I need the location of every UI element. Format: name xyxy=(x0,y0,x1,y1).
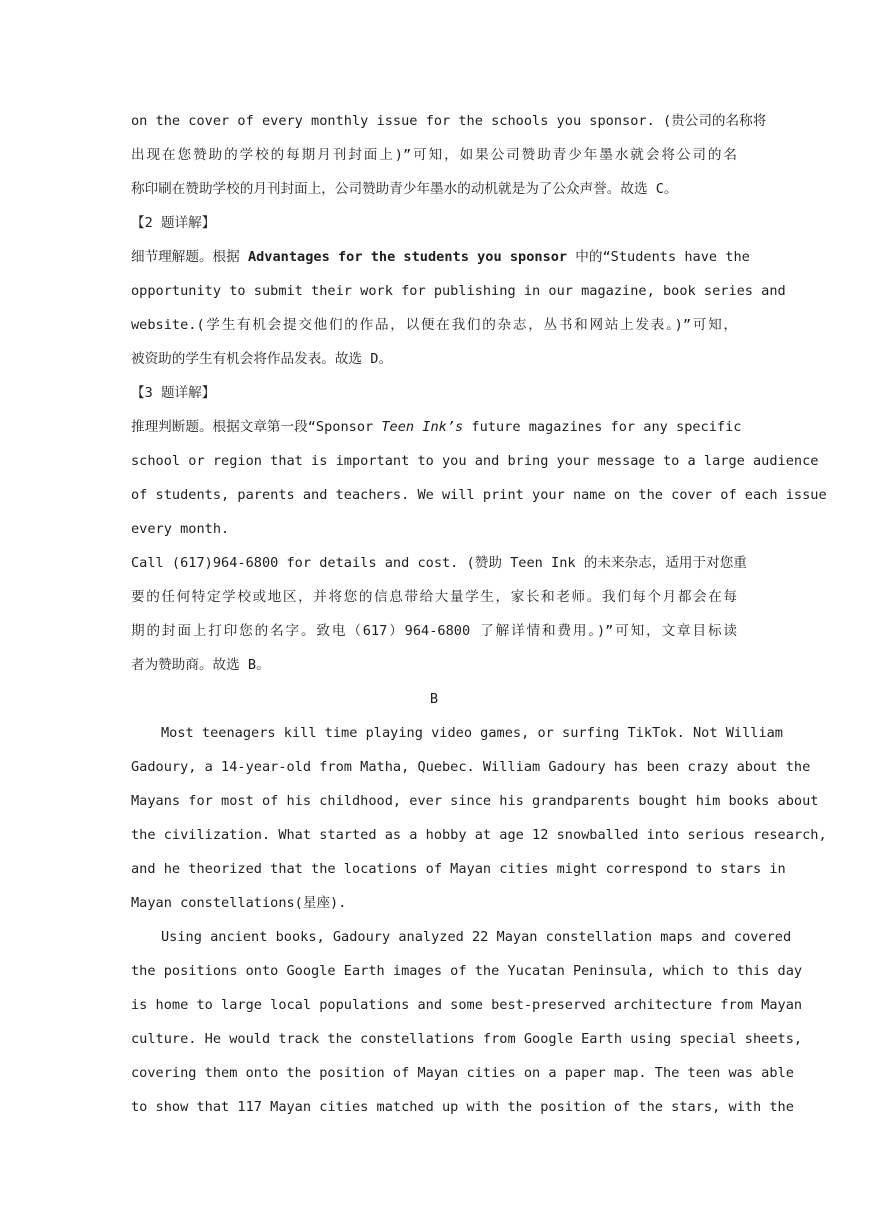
document-page xyxy=(131,104,827,1124)
text-span: 推理判断题。根据文章第一段“Sponsor xyxy=(131,419,382,435)
text-line: website.(学生有机会提交他们的作品，以便在我们的杂志，丛书和网站上发表。)”可知， xyxy=(131,317,737,333)
section-b-paragraph-2 xyxy=(131,920,803,1124)
italic-title: Teen Ink’s xyxy=(381,419,464,435)
text-line: Most teenagers kill time playing video games, or surfing TikTok. Not William xyxy=(161,725,783,741)
text-line xyxy=(131,410,742,444)
q3-explanation xyxy=(131,410,827,682)
text-line: Mayan constellations(星座). xyxy=(131,895,347,911)
text-line: opportunity to submit their work for publishing in our magazine, book series and xyxy=(131,283,786,299)
text-line xyxy=(131,240,750,274)
text-span: 细节理解题。根据 xyxy=(131,249,248,265)
text-line: 称印刷在赞助学校的月刊封面上，公司赞助青少年墨水的动机就是为了公众声誉。故选 C。 xyxy=(131,181,678,197)
text-line: 要的任何特定学校或地区，并将您的信息带给大量学生，家长和老师。我们每个月都会在每 xyxy=(131,589,737,605)
text-line: Call (617)964-6800 for details and cost. (赞助 Teen Ink 的未来杂志，适用于对您重 xyxy=(131,555,747,571)
text-line: Gadoury, a 14-year-old from Matha, Quebec. William Gadoury has been crazy about the xyxy=(131,759,811,775)
text-line: Mayans for most of his childhood, ever since his grandparents bought him books about xyxy=(131,793,819,809)
text-line: every month. xyxy=(131,521,230,537)
text-line: Using ancient books, Gadoury analyzed 22 Mayan constellation maps and covered xyxy=(161,929,792,945)
text-line: on the cover of every monthly issue for the schools you sponsor. (贵公司的名称将 xyxy=(131,113,767,129)
q2-explanation xyxy=(131,240,786,376)
text-line: and he theorized that the locations of Mayan cities might correspond to stars in xyxy=(131,861,786,877)
text-line: the civilization. What started as a hobby at age 12 snowballed into serious research, xyxy=(131,827,827,843)
text-line: covering them onto the position of Mayan cities on a paper map. The teen was able xyxy=(131,1065,794,1081)
text-line: is home to large local populations and some best-preserved architecture from Mayan xyxy=(131,997,803,1013)
text-line: the positions onto Google Earth images of the Yucatan Peninsula, which to this day xyxy=(131,963,803,979)
section-b-paragraph-1 xyxy=(131,716,827,920)
text-span: 中的“Students have the xyxy=(567,249,750,265)
text-line: of students, parents and teachers. We will print your name on the cover of each issue xyxy=(131,487,827,503)
section-b-heading: B xyxy=(429,691,439,707)
text-line: 被资助的学生有机会将作品发表。故选 D。 xyxy=(131,351,393,367)
text-span: future magazines for any specific xyxy=(463,419,742,435)
q1-explanation xyxy=(131,104,767,206)
q2-heading: 【2 题详解】 xyxy=(131,215,216,231)
text-line: 者为赞助商。故选 B。 xyxy=(131,657,270,673)
text-line: to show that 117 Mayan cities matched up with the position of the stars, with the xyxy=(131,1099,794,1115)
q3-heading: 【3 题详解】 xyxy=(131,385,216,401)
bold-quote: Advantages for the students you sponsor xyxy=(247,249,568,265)
text-line: school or region that is important to you and bring your message to a large audience xyxy=(131,453,819,469)
text-line: 期的封面上打印您的名字。致电（617）964-6800 了解详情和费用。)”可知，文章目标读 xyxy=(131,623,737,639)
text-line: 出现在您赞助的学校的每期月刊封面上)”可知，如果公司赞助青少年墨水就会将公司的名 xyxy=(131,147,737,163)
text-line: culture. He would track the constellations from Google Earth using special sheets, xyxy=(131,1031,803,1047)
